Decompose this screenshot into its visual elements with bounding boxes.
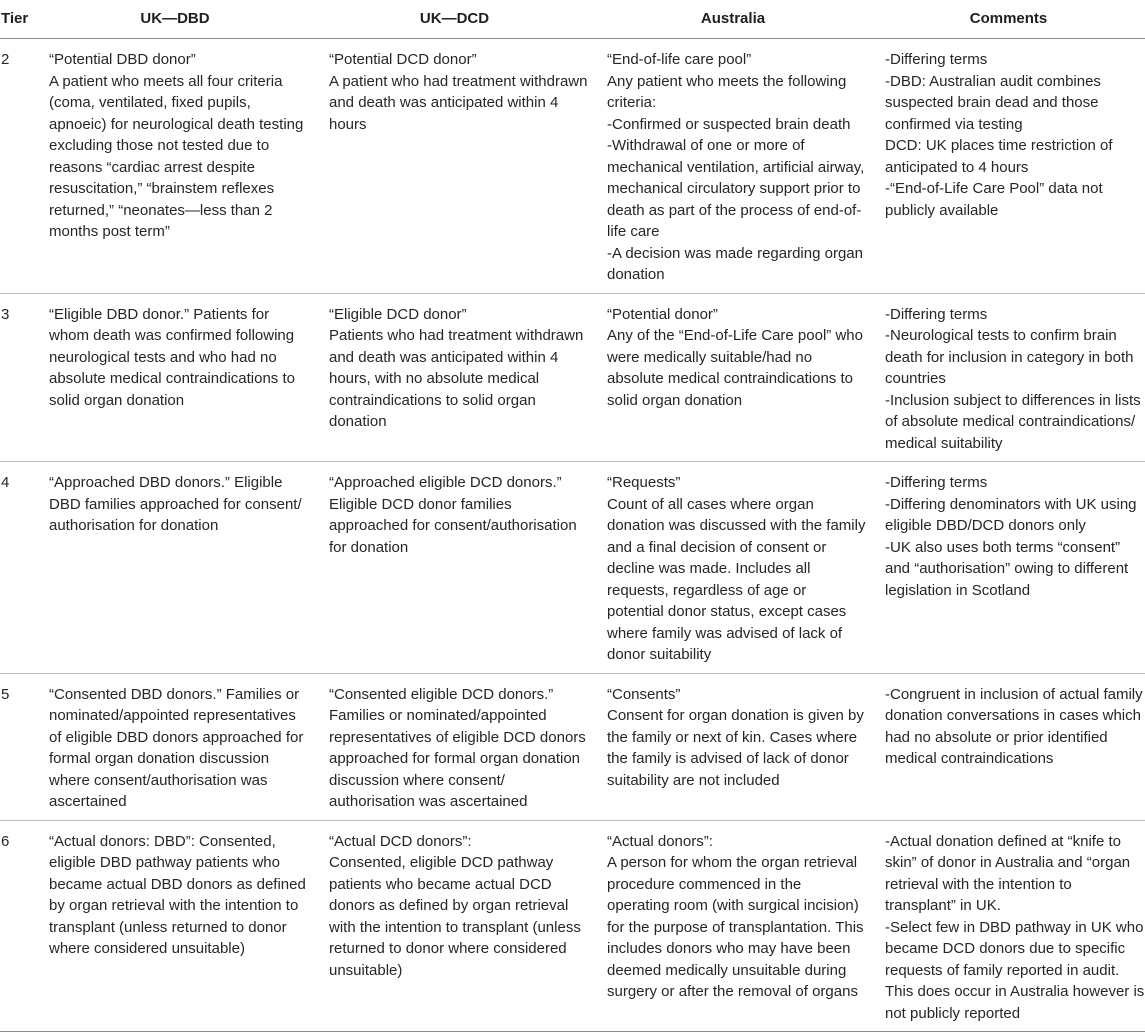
header-tier: Tier bbox=[0, 0, 35, 39]
cell-uk-dbd: “Potential DBD donor” A patient who meets all four criteria (coma, ventilated, fixed pupils, apnoeic) for neurological death testing excluding those not tested due to reasons “cardiac arrest despite resuscitation,” “brainstem reflexes returned,” “neonates—less than 2 months post term” bbox=[35, 39, 315, 294]
cell-australia: “Potential donor” Any of the “End-of-Life Care pool” who were medically suitable/had no absolute medical contraindications to solid organ donation bbox=[594, 293, 872, 462]
cell-australia: “Requests” Count of all cases where organ donation was discussed with the family and a final decision of consent or decline was made. Includes all requests, regardless of age or potential donor status, except cases where family was advised of lack of donor suitability bbox=[594, 462, 872, 674]
table-row bbox=[0, 293, 1145, 462]
cell-uk-dcd: “Potential DCD donor” A patient who had treatment withdrawn and death was anticipated within 4 hours bbox=[315, 39, 594, 294]
header-uk-dbd: UK—DBD bbox=[35, 0, 315, 39]
header-uk-dcd: UK—DCD bbox=[315, 0, 594, 39]
table-row bbox=[0, 820, 1145, 1032]
table-row bbox=[0, 673, 1145, 820]
table-header-row bbox=[0, 0, 1145, 39]
cell-tier: 4 bbox=[0, 462, 35, 674]
cell-uk-dbd: “Actual donors: DBD”: Consented, eligible DBD pathway patients who became actual DBD donors as defined by organ retrieval with the intention to transplant (unless returned to donor where considered unsuitable) bbox=[35, 820, 315, 1032]
cell-australia: “Consents” Consent for organ donation is given by the family or next of kin. Cases where the family is advised of lack of donor suitability are not included bbox=[594, 673, 872, 820]
table-row bbox=[0, 462, 1145, 674]
cell-tier: 2 bbox=[0, 39, 35, 294]
cell-uk-dbd: “Approached DBD donors.” Eligible DBD families approached for consent/ authorisation for donation bbox=[35, 462, 315, 674]
cell-australia: “Actual donors”: A person for whom the organ retrieval procedure commenced in the operating room (with surgical incision) for the purpose of transplantation. This includes donors who may have been deemed medically unsuitable during surgery or after the removal of organs bbox=[594, 820, 872, 1032]
cell-comments: -Differing terms -DBD: Australian audit combines suspected brain dead and those confirmed via testing DCD: UK places time restriction of anticipated to 4 hours -“End-of-Life Care Pool” data not publicly available bbox=[872, 39, 1145, 294]
cell-comments: -Differing terms -Neurological tests to confirm brain death for inclusion in category in both countries -Inclusion subject to differences in lists of absolute medical contraindications/ medical suitability bbox=[872, 293, 1145, 462]
cell-tier: 3 bbox=[0, 293, 35, 462]
cell-tier: 5 bbox=[0, 673, 35, 820]
header-comments: Comments bbox=[872, 0, 1145, 39]
cell-uk-dbd: “Eligible DBD donor.” Patients for whom death was confirmed following neurological tests and who had no absolute medical contraindications to solid organ donation bbox=[35, 293, 315, 462]
cell-uk-dcd: “Eligible DCD donor” Patients who had treatment withdrawn and death was anticipated within 4 hours, with no absolute medical contraindications to solid organ donation bbox=[315, 293, 594, 462]
cell-uk-dcd: “Approached eligible DCD donors.” Eligible DCD donor families approached for consent/authorisation for donation bbox=[315, 462, 594, 674]
cell-comments: -Congruent in inclusion of actual family donation conversations in cases which had no absolute or prior identified medical contraindications bbox=[872, 673, 1145, 820]
cell-australia: “End-of-life care pool” Any patient who meets the following criteria: -Confirmed or suspected brain death -Withdrawal of one or more of mechanical ventilation, artificial airway, mechanical circulatory support prior to death as part of the process of end-of-life care -A decision was made regarding organ donation bbox=[594, 39, 872, 294]
cell-comments: -Actual donation defined at “knife to skin” of donor in Australia and “organ retrieval with the intention to transplant” in UK. -Select few in DBD pathway in UK who became DCD donors due to specific requests of family reported in audit. This does occur in Australia however is not publicly reported bbox=[872, 820, 1145, 1032]
table-row bbox=[0, 39, 1145, 294]
cell-uk-dbd: “Consented DBD donors.” Families or nominated/appointed representatives of eligible DBD donors approached for formal organ donation discussion where consent/authorisation was ascertained bbox=[35, 673, 315, 820]
cell-uk-dcd: “Consented eligible DCD donors.” Families or nominated/appointed representatives of eligible DCD donors approached for formal organ donation discussion where consent/ authorisation was ascertained bbox=[315, 673, 594, 820]
cell-comments: -Differing terms -Differing denominators with UK using eligible DBD/DCD donors only -UK also uses both terms “consent” and “authorisation” owing to different legislation in Scotland bbox=[872, 462, 1145, 674]
header-australia: Australia bbox=[594, 0, 872, 39]
cell-tier: 6 bbox=[0, 820, 35, 1032]
cell-uk-dcd: “Actual DCD donors”: Consented, eligible DCD pathway patients who became actual DCD donors as defined by organ retrieval with the intention to transplant (unless returned to donor where considered unsuitable) bbox=[315, 820, 594, 1032]
